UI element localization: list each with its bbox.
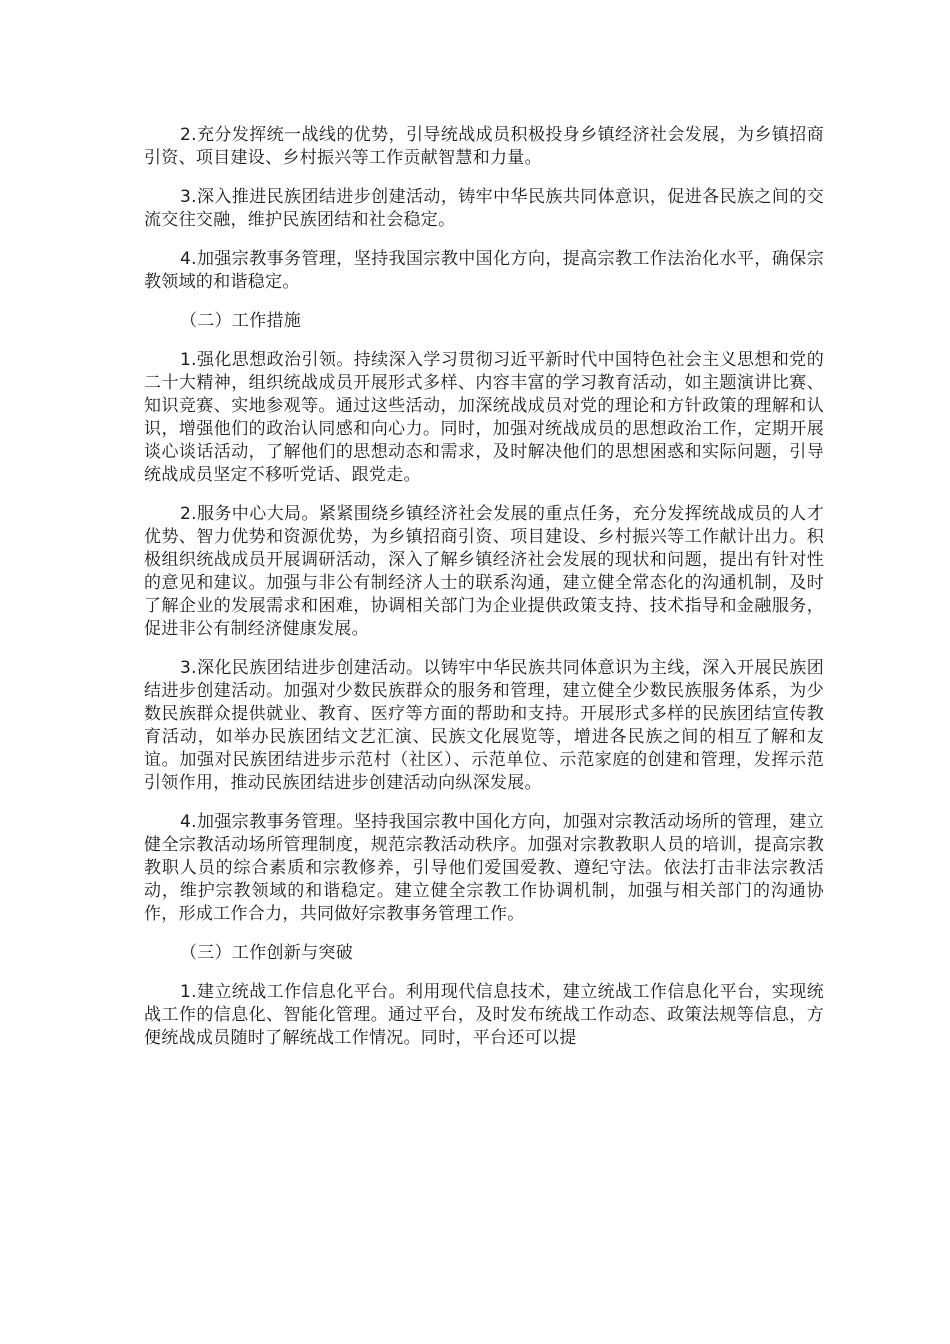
paragraph: 3.深入推进民族团结进步创建活动，铸牢中华民族共同体意识，促进各民族之间的交流交往交融，维护民族团结和社会稳定。 [144, 187, 824, 230]
paragraph: 1.强化思想政治引领。持续深入学习贯彻习近平新时代中国特色社会主义思想和党的二十大精神，组织统战成员开展形式多样、内容丰富的学习教育活动，如主题演讲比赛、知识竞赛、实地参观等。通过这些活动，加深统战成员对党的理论和方针政策的理解和认识，增强他们的政治认同感和向心力。同时，加强对统战成员的思想政治工作，定期开展谈心谈话活动，了解他们的思想动态和需求，及时解决他们的思想困惑和实际问题，引导统战成员坚定不移听党话、跟党走。 [144, 350, 824, 485]
section-heading: （二）工作措施 [180, 311, 302, 331]
paragraph: 4.加强宗教事务管理，坚持我国宗教中国化方向，提高宗教工作法治化水平，确保宗教领域的和谐稳定。 [144, 249, 824, 292]
paragraph: 3.深化民族团结进步创建活动。以铸牢中华民族共同体意识为主线，深入开展民族团结进步创建活动。加强对少数民族群众的服务和管理，建立健全少数民族服务体系，为少数民族群众提供就业、教育、医疗等方面的帮助和支持。开展形式多样的民族团结宣传教育活动，如举办民族团结文艺汇演、民族文化展览等，增进各民族之间的相互了解和友谊。加强对民族团结进步示范村（社区）、示范单位、示范家庭的创建和管理，发挥示范引领作用，推动民族团结进步创建活动向纵深发展。 [144, 658, 824, 793]
section-heading: （三）工作创新与突破 [180, 943, 353, 963]
paragraph: 2.服务中心大局。紧紧围绕乡镇经济社会发展的重点任务，充分发挥统战成员的人才优势、智力优势和资源优势，为乡镇招商引资、项目建设、乡村振兴等工作献计出力。积极组织统战成员开展调研活动，深入了解乡镇经济社会发展的现状和问题，提出有针对性的意见和建议。加强与非公有制经济人士的联系沟通，建立健全常态化的沟通机制，及时了解企业的发展需求和困难，协调相关部门为企业提供政策支持、技术指导和金融服务，促进非公有制经济健康发展。 [144, 504, 824, 639]
paragraph: 2.充分发挥统一战线的优势，引导统战成员积极投身乡镇经济社会发展，为乡镇招商引资、项目建设、乡村振兴等工作贡献智慧和力量。 [144, 125, 824, 168]
document-page [144, 124, 824, 1066]
paragraph: 1.建立统战工作信息化平台。利用现代信息技术，建立统战工作信息化平台，实现统战工作的信息化、智能化管理。通过平台，及时发布统战工作动态、政策法规等信息，方便统战成员随时了解统战工作情况。同时，平台还可以提 [144, 982, 824, 1048]
paragraph: 4.加强宗教事务管理。坚持我国宗教中国化方向，加强对宗教活动场所的管理，建立健全宗教活动场所管理制度，规范宗教活动秩序。加强对宗教教职人员的培训，提高宗教教职人员的综合素质和宗教修养，引导他们爱国爱教、遵纪守法。依法打击非法宗教活动，维护宗教领域的和谐稳定。建立健全宗教工作协调机制，加强与相关部门的沟通协作，形成工作合力，共同做好宗教事务管理工作。 [144, 812, 824, 924]
